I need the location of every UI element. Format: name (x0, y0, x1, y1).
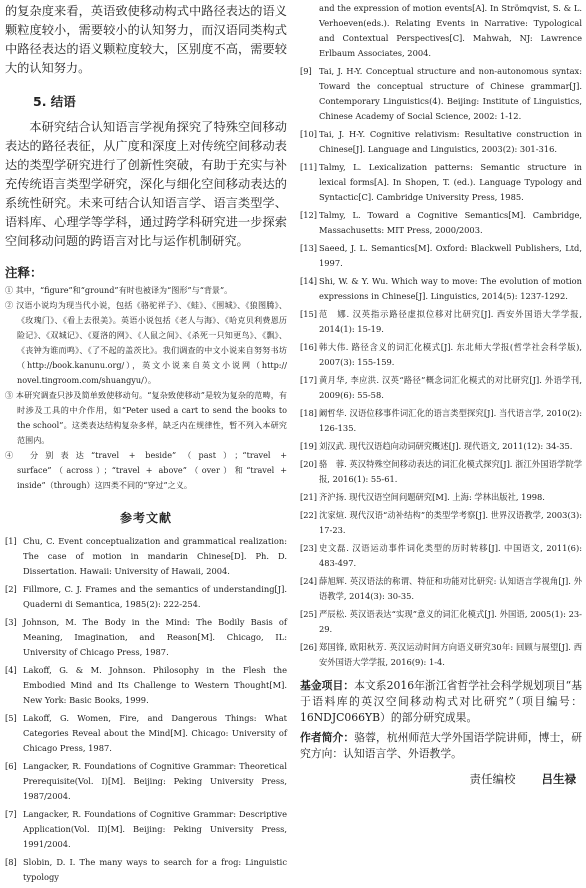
left-column (5, 0, 287, 888)
references-list-left (5, 534, 287, 885)
reference-number: [21] (300, 492, 318, 502)
reference-number: [24] (300, 576, 318, 586)
editor-credit (470, 771, 577, 787)
reference-text: 刘汉武. 现代汉语趋向动词研究概述[J]. 现代语文, 2011(12): 34-35. (319, 441, 573, 451)
reference-number: [17] (300, 375, 318, 385)
reference-text: 骆 蓉. 英汉特殊空间移动表达的词汇化模式探究[J]. 浙江外国语学院学报, 2016(1): 55-61. (319, 459, 582, 484)
reference-text: 韩大伟. 路径含义的词汇化模式[J]. 东北师大学报(哲学社会科学版), 2007(3): 155-159. (319, 342, 582, 367)
reference-item (300, 208, 582, 238)
reference-item (300, 508, 582, 538)
reference-item (300, 439, 582, 454)
reference-item (300, 373, 582, 403)
reference-number: [12] (300, 210, 318, 220)
reference-item (5, 855, 287, 885)
reference-item (300, 490, 582, 505)
reference-item (300, 574, 582, 604)
notes-title: 注释： (5, 265, 43, 280)
reference-number: [13] (300, 243, 318, 253)
reference-number: [26] (300, 642, 318, 652)
reference-item (300, 340, 582, 370)
reference-item (5, 807, 287, 852)
note-item: ③ 本研究调查只涉及简单致使移动句。“复杂致使移动”是较为复杂的范畴，有时涉及工具的中介作用，如“Peter used a cart to send the books to the school”。这类表达结构复杂多样，缺乏内在规律性，暂不列入本研究范围内。 (5, 390, 287, 445)
reference-number: [6] (5, 761, 17, 771)
reference-text: Talmy, L. Lexicalization patterns: Semantic structure in lexical forms[A]. In Shopen, T. (ed.). Language Typology and Syntactic[C]. Cambridge University Press, 1985. (319, 162, 582, 202)
reference-text: 严辰松. 英汉语表达“实现”意义的词汇化模式[J]. 外国语, 2005(1): 23-29. (319, 609, 582, 634)
funding-text: 本文系2016年浙江省哲学社会科学规划项目“基于语料库的英汉空间移动构式对比研究”（项目编号：16NDJC066YB）的部分研究成果。 (300, 679, 582, 724)
reference-text: 沈家煊. 现代汉语“动补结构”的类型学考察[J]. 世界汉语教学, 2003(3): 17-23. (319, 510, 582, 535)
reference-continuation (300, 1, 582, 61)
reference-item (300, 160, 582, 205)
reference-text: 齐沪扬. 现代汉语空间问题研究[M]. 上海: 学林出版社, 1998. (319, 492, 545, 502)
reference-number: [7] (5, 809, 17, 819)
editor-label: 责任编校 (469, 772, 516, 786)
reference-item (5, 711, 287, 756)
reference-number: [23] (300, 543, 318, 553)
reference-item (5, 663, 287, 708)
reference-item (300, 274, 582, 304)
note-item: ② 汉语小说均为现当代小说，包括《骆驼祥子》、《蛙》、《围城》、《狼图腾》、《玫瑰门》、《看上去很美》。英语小说包括《老人与海》、《哈克贝利费恩历险记》、《双城记》、《夏洛的网》、《人鼠之间》、《杀死一只知更鸟》、《飘》、《丧钟为谁而鸣》、《了不起的盖茨比》。我们调查的中文小说来自努努书坊（http://book.kanunu.org/），英文小说来自英文小说网（http:// novel.tingroom.com/shuangyu/）。 (5, 300, 287, 385)
section-title: 5. 结语 (33, 94, 76, 109)
reference-text: 黄月华, 李应洪. 汉英“路径”概念词汇化模式的对比研究[J]. 外语学刊, 2009(6): 55-58. (319, 375, 582, 400)
reference-text: Shi, W. & Y. Wu. Which way to move: The evolution of motion expressions in Chinese[J]. Linguistics, 2014(5): 1237-1292. (319, 276, 582, 301)
reference-number: [5] (5, 713, 17, 723)
reference-number: [18] (300, 408, 318, 418)
reference-text: 郑国锋, 欧阳秋芳. 英汉运动时间方向语义研究30年: 回顾与展望[J]. 西安外国语大学学报, 2016(9): 1-4. (319, 642, 582, 667)
reference-text: 史文磊. 汉语运动事件词化类型的历时转移[J]. 中国语文, 2011(6): 483-497. (319, 543, 582, 568)
reference-text: 薛旭辉. 英汉语法的称谓、特征和功能对比研究: 认知语言学视角[J]. 外语教学, 2014(3): 30-35. (319, 576, 582, 601)
funding-note (300, 678, 582, 726)
reference-text: Lakoff, G. Women, Fire, and Dangerous Things: What Categories Reveal about the Mind[M]. Chicago: University of Chicago Press, 1987. (23, 713, 287, 753)
reference-number: [15] (300, 309, 318, 319)
note-item: ① 其中，“figure”和“ground”有时也被译为“图形”与“背景”。 (5, 285, 233, 295)
funding-label: 基金项目： (300, 679, 355, 692)
reference-number: [14] (300, 276, 318, 286)
reference-number: [2] (5, 584, 17, 594)
reference-text: Langacker, R. Foundations of Cognitive Grammar: Descriptive Application(Vol. II)[M]. Beijing: Peking University Press, 1991/2004. (23, 809, 287, 849)
reference-text: Johnson, M. The Body in the Mind: The Bodily Basis of Meaning, Imagination, and Reason[M]. Chicago, IL: University of Chicago Press, 1987. (23, 617, 287, 657)
reference-item (5, 759, 287, 804)
reference-text: Chu, C. Event conceptualization and grammatical realization: The case of motion in mandarin Chinese[D]. Ph. D. Dissertation. Hawaii: University of Hawaii, 2004. (23, 536, 287, 576)
reference-text: Lakoff, G. & M. Johnson. Philosophy in the Flesh the Embodied Mind and Its Challenge to Western Thought[M]. New York: Basic Books, 1999. (23, 665, 287, 705)
notes-list (5, 283, 287, 493)
reference-text: Tai, J. H-Y. Cognitive relativism: Resultative construction in Chinese[J]. Language and Linguistics, 2003(2): 301-316. (319, 129, 582, 154)
right-column (300, 0, 582, 762)
reference-number: [10] (300, 129, 318, 139)
reference-number: [19] (300, 441, 318, 451)
reference-item (300, 640, 582, 670)
intro-paragraph: 的复杂度来看，英语致使移动构式中路径表达的语义颗粒度较小，需要较小的认知努力，而汉语同类构式中路径表达的语义颗粒度较大，区别度不高，需要较大的认知努力。 (5, 4, 287, 75)
reference-number: [1] (5, 536, 17, 546)
reference-number: [4] (5, 665, 17, 675)
reference-item (300, 607, 582, 637)
reference-number: [3] (5, 617, 17, 627)
reference-text: 范 娜. 汉英指示路径虚拟位移对比研究[J]. 西安外国语大学学报, 2014(1): 15-19. (319, 309, 582, 334)
reference-item (300, 241, 582, 271)
reference-text: and the expression of motion events[A]. In Strömqvist, S. & L. Verhoeven(eds.). Relating Events in Narrative: Typological and Contextual Perspectives[C]. Mahwah, NJ: Lawrence Erlbaum Associates, 2004. (319, 3, 582, 58)
conclusion-paragraph: 本研究结合认知语言学视角探究了特殊空间移动表达的路径表征，从广度和深度上对传统空间移动表达的类型学研究进行了创新性突破，有助于充实与补充传统语言类型学研究，深化与细化空间移动表达的系统性研究。未来可结合认知语言学、语言类型学、语料库、心理学等学科，通过跨学科研究进一步探索空间移动问题的跨语言对比与运作机制研究。 (5, 120, 287, 248)
author-label: 作者简介： (300, 731, 355, 744)
reference-text: Langacker, R. Foundations of Cognitive Grammar: Theoretical Prerequisite(Vol. I)[M]. Beijing: Peking University Press, 1987/2004. (23, 761, 287, 801)
reference-item (5, 582, 287, 612)
reference-number: [25] (300, 609, 318, 619)
reference-item (5, 534, 287, 579)
reference-number: [16] (300, 342, 318, 352)
reference-item (300, 541, 582, 571)
author-bio (300, 730, 582, 762)
reference-text: Tai, J. H-Y. Conceptual structure and non-autonomous syntax: Toward the conceptual structure of Chinese grammar[J]. Contemporary Linguistics(4). Beijing: Institute of Linguistics, Chinese Academy of Social Science, 2002: 1-12. (319, 66, 582, 121)
reference-text: Talmy, L. Toward a Cognitive Semantics[M]. Cambridge, Massachusetts: MIT Press, 2000/2003. (319, 210, 582, 235)
author-text: 骆蓉，杭州师范大学外国语学院讲师，博士，研究方向：认知语言学、外语教学。 (300, 731, 583, 760)
reference-item (300, 64, 582, 124)
reference-item (300, 457, 582, 487)
reference-number: [11] (300, 162, 318, 172)
reference-text: Slobin, D. I. The many ways to search for a frog: Linguistic typology (23, 857, 287, 882)
reference-item (300, 307, 582, 337)
reference-text: Fillmore, C. J. Frames and the semantics of understanding[J]. Quaderni di Semantica, 1985(2): 222-254. (23, 584, 287, 609)
reference-number: [22] (300, 510, 318, 520)
reference-item (300, 406, 582, 436)
reference-number: [9] (300, 66, 312, 76)
editor-name: 吕生禄 (541, 772, 576, 786)
reference-item (5, 615, 287, 660)
note-item: ④ 分别表达“travel + beside”（past）；“travel + surface”（across）；“travel + above”（over）和“travel + inside”（through）这四类不同的“穿过”之义。 (5, 450, 287, 490)
reference-text: Saeed, J. L. Semantics[M]. Oxford: Blackwell Publishers, Ltd, 1997. (319, 243, 582, 268)
reference-number: [8] (5, 857, 17, 867)
references-list-right (300, 64, 582, 670)
reference-item (300, 127, 582, 157)
reference-number: [20] (300, 459, 318, 469)
reference-text: 阚哲华. 汉语位移事件词汇化的语言类型探究[J]. 当代语言学, 2010(2): 126-135. (319, 408, 582, 433)
references-title: 参考文献 (119, 511, 172, 525)
